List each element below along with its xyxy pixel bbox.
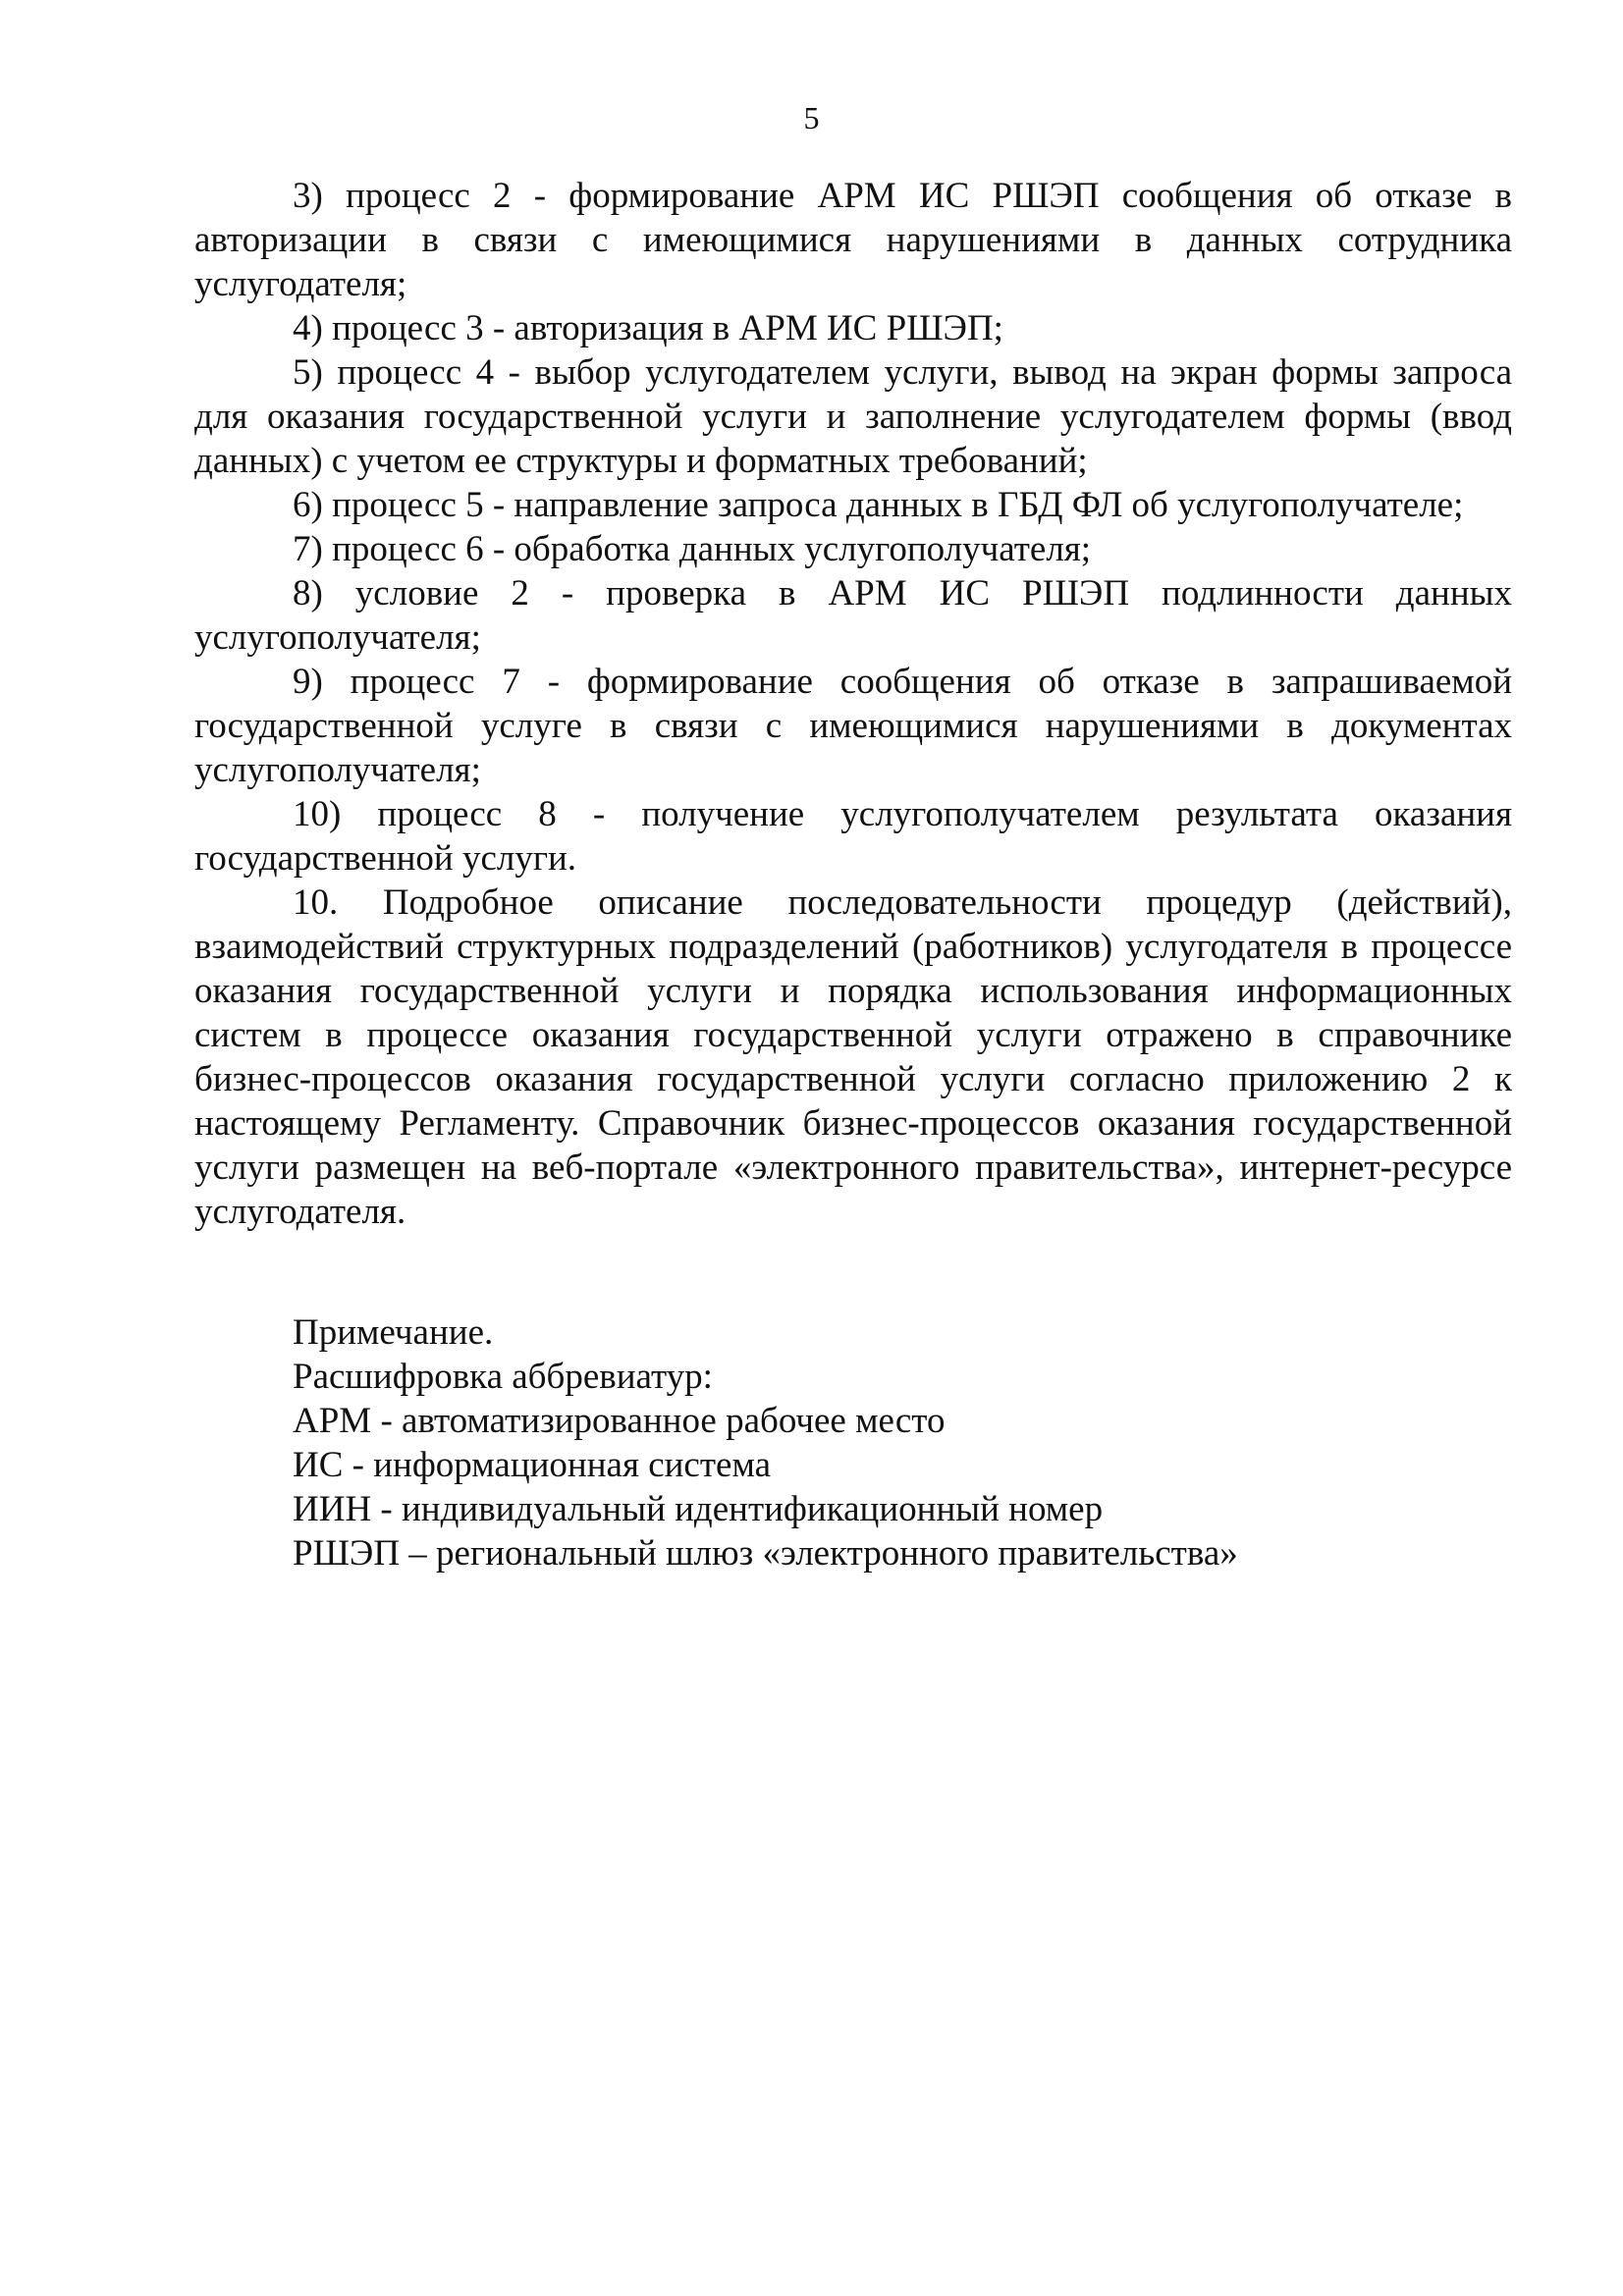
abbreviations-note <box>293 1310 1510 1575</box>
list-item-process-5: 6) процесс 5 - направление запроса данных в ГБД ФЛ об услугополучателе; <box>293 485 1464 525</box>
list-item-process-4: 5) процесс 4 - выбор услугодателем услуги, вывод на экран формы запроса для оказания государственной услуги и заполнение услугодателем формы (ввод данных) с учетом ее структуры и форматных требований; <box>194 352 1512 481</box>
list-item-process-8: 10) процесс 8 - получение услугополучателем результата оказания государственной услуги. <box>194 794 1512 879</box>
abbreviation-is: ИС - информационная система <box>293 1445 772 1485</box>
list-item-process-7: 9) процесс 7 - формирование сообщения об отказе в запрашиваемой государственной услуге в связи с имеющимися нарушениями в документах услугополучателя; <box>194 662 1512 790</box>
note-title: Примечание. <box>293 1312 494 1353</box>
abbreviation-rshep: РШЭП – региональный шлюз «электронного правительства» <box>293 1533 1238 1574</box>
list-item-process-3: 4) процесс 3 - авторизация в АРМ ИС РШЭП; <box>293 308 1003 348</box>
abbreviation-iin: ИИН - индивидуальный идентификационный номер <box>293 1489 1104 1529</box>
document-body <box>194 174 1512 1234</box>
note-subtitle: Расшифровка аббревиатур: <box>293 1357 713 1397</box>
list-item-condition-2: 8) условие 2 - проверка в АРМ ИС РШЭП подлинности данных услугополучателя; <box>194 573 1512 658</box>
page-number: 5 <box>803 100 820 135</box>
list-item-process-2: 3) процесс 2 - формирование АРМ ИС РШЭП сообщения об отказе в авторизации в связи с имеющимися нарушениями в данных сотрудника услугодателя; <box>194 176 1512 304</box>
list-item-process-6: 7) процесс 6 - обработка данных услугополучателя; <box>293 529 1092 569</box>
abbreviation-arm: АРМ - автоматизированное рабочее место <box>293 1401 946 1441</box>
paragraph-10-description: 10. Подробное описание последовательности процедур (действий), взаимодействий структурных подразделений (работников) услугодателя в процессе оказания государственной услуги и порядка использования информационных систем в процессе оказания государственной услуги отражено в справочнике бизнес-процессов оказания государственной услуги согласно приложению 2 к настоящему Регламенту. Справочник бизнес-процессов оказания государственной услуги размещен на веб-портале «электронного правительства», интернет-ресурсе услугодателя. <box>194 882 1512 1232</box>
